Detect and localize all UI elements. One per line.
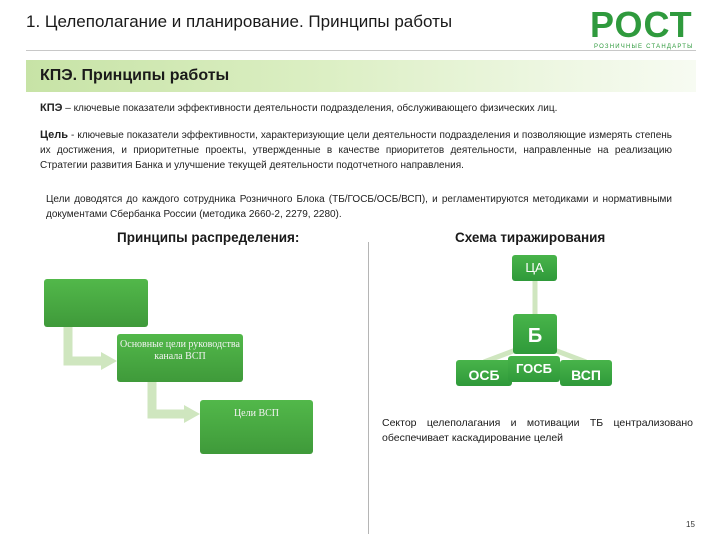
cascade-box-top — [44, 279, 148, 327]
node-vsp: ВСП — [560, 360, 612, 386]
distribution-principles-title: Принципы распределения: — [117, 230, 300, 245]
kpe-term: КПЭ — [40, 102, 63, 114]
connector-arrow-1 — [101, 352, 117, 370]
goal-term: Цель — [40, 129, 69, 141]
distribution-paragraph: Цели доводятся до каждого сотрудника Розничного Блока (ТБ/ГОСБ/ОСБ/ВСП), и регламентируются методиками и нормативными документами Сбербанка России (методика 2660-2, 2279, 2280). — [46, 194, 672, 220]
logo-text: РОСТ — [590, 4, 693, 45]
connector-2 — [152, 382, 186, 414]
kpe-text: – ключевые показатели эффективности деятельности подразделения, обслуживающего физических лиц. — [62, 103, 558, 114]
logo-subtitle: РОЗНИЧНЫЕ СТАНДАРТЫ — [594, 44, 694, 50]
node-ca: ЦА — [512, 255, 557, 281]
section-title: КПЭ. Принципы работы — [40, 67, 230, 84]
goal-text: - ключевые показатели эффективности, характеризующие цели деятельности подразделения и позволяющие измерять степень их достижения, и приоритетные проекты, утвержденные в качестве приоритетов деятельности, направленные на реализацию Стратегии развития Банка и улучшение текущей деятельности подотчетного направления. — [40, 130, 672, 171]
scheme-note: Сектор целеполагания и мотивации ТБ централизовано обеспечивает каскадирование целей — [382, 417, 693, 444]
page-number: 15 — [686, 520, 695, 529]
cascade-box-vsp-goals: Цели ВСП — [200, 400, 313, 454]
node-osb: ОСБ — [456, 360, 512, 386]
connector-1 — [68, 327, 103, 361]
slide-title: 1. Целеполагание и планирование. Принципы работы — [26, 12, 453, 31]
node-b: Б — [513, 314, 557, 354]
connector-arrow-2 — [184, 405, 200, 423]
cascade-box-channel-goals: Основные цели руководства канала ВСП — [117, 334, 243, 382]
node-gosb: ГОСБ — [508, 356, 560, 382]
replication-scheme-title: Схема тиражирования — [455, 230, 606, 245]
